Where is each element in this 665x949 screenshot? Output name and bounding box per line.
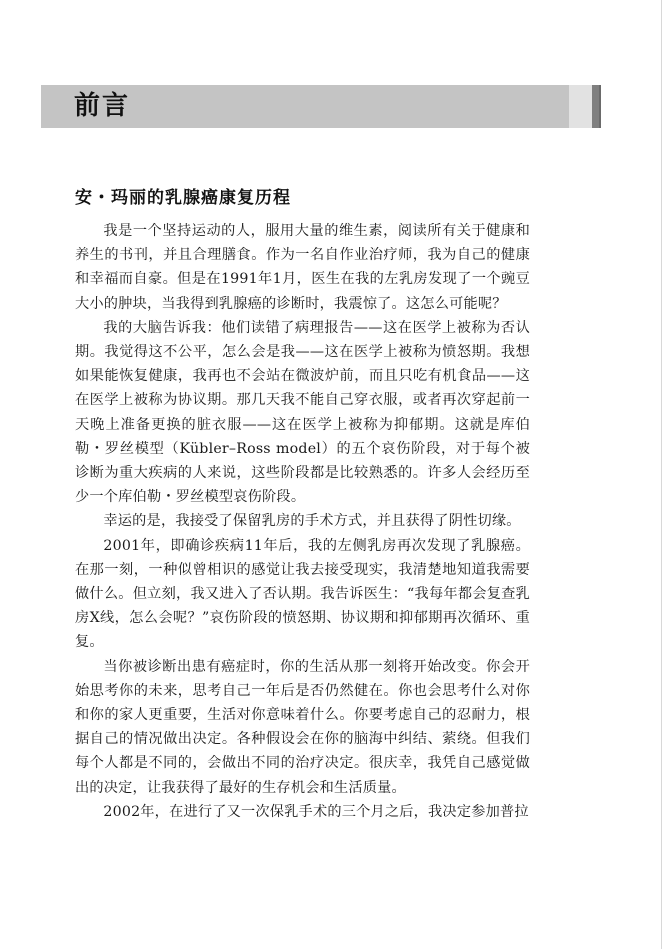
paragraph: 幸运的是，我接受了保留乳房的手术方式，并且获得了阴性切缘。: [103, 513, 521, 530]
body-text: [75, 219, 530, 824]
page-edge-rule: [661, 0, 662, 949]
header-accent-shade: [599, 85, 601, 128]
paragraph: 我是一个坚持运动的人，服用大量的维生素，阅读所有关于健康和养生的书刊，并且合理膳食。作为一名自作业治疗师，我为自己的健康和幸福而自豪。但是在1991年1月，医生在我的左乳房发现了一个豌豆大小的肿块，当我得到乳腺癌的诊断时，我震惊了。这怎么可能呢？: [75, 223, 530, 312]
chapter-title: 前言: [74, 91, 131, 121]
paragraph: 2002年，在进行了又一次保乳手术的三个月之后，我决定参加普拉: [103, 803, 529, 820]
chapter-header-bar: [41, 85, 601, 128]
header-accent-light: [569, 85, 592, 128]
section-heading: 安・玛丽的乳腺癌康复历程: [75, 188, 291, 208]
paragraph: 2001年，即确诊疾病11年后，我的左侧乳房再次发现了乳腺癌。在那一刻，一种似曾相识的感觉让我去接受现实，我清楚地知道我需要做什么。但立刻，我又进入了否认期。我告诉医生：“我每年都会复查乳房X线，怎么会呢？”哀伤阶段的愤怒期、协议期和抑郁期再次循环、重复。: [75, 537, 530, 651]
paragraph: 当你被诊断出患有癌症时，你的生活从那一刻将开始改变。你会开始思考你的未来，思考自己一年后是否仍然健在。你也会思考什么对你和你的家人更重要，生活对你意味着什么。你要考虑自己的忍耐力，根据自己的情况做出决定。各种假设会在你的脑海中纠结、萦绕。但我们每个人都是不同的，会做出不同的治疗决定。很庆幸，我凭自己感觉做出的决定，让我获得了最好的生存机会和生活质量。: [75, 658, 530, 796]
paragraph: 我的大脑告诉我：他们读错了病理报告——这在医学上被称为否认期。我觉得这不公平，怎么会是我——这在医学上被称为愤怒期。我想如果能恢复健康，我再也不会站在微波炉前，而且只吃有机食品——这在医学上被称为协议期。那几天我不能自己穿衣服，或者再次穿起前一天晚上准备更换的脏衣服——这在医学上被称为抑郁期。这就是库伯勒・罗丝模型（Kübler–Ross model）的五个哀伤阶段，对于每个被诊断为重大疾病的人来说，这些阶段都是比较熟悉的。许多人会经历至少一个库伯勒・罗丝模型哀伤阶段。: [75, 319, 530, 506]
